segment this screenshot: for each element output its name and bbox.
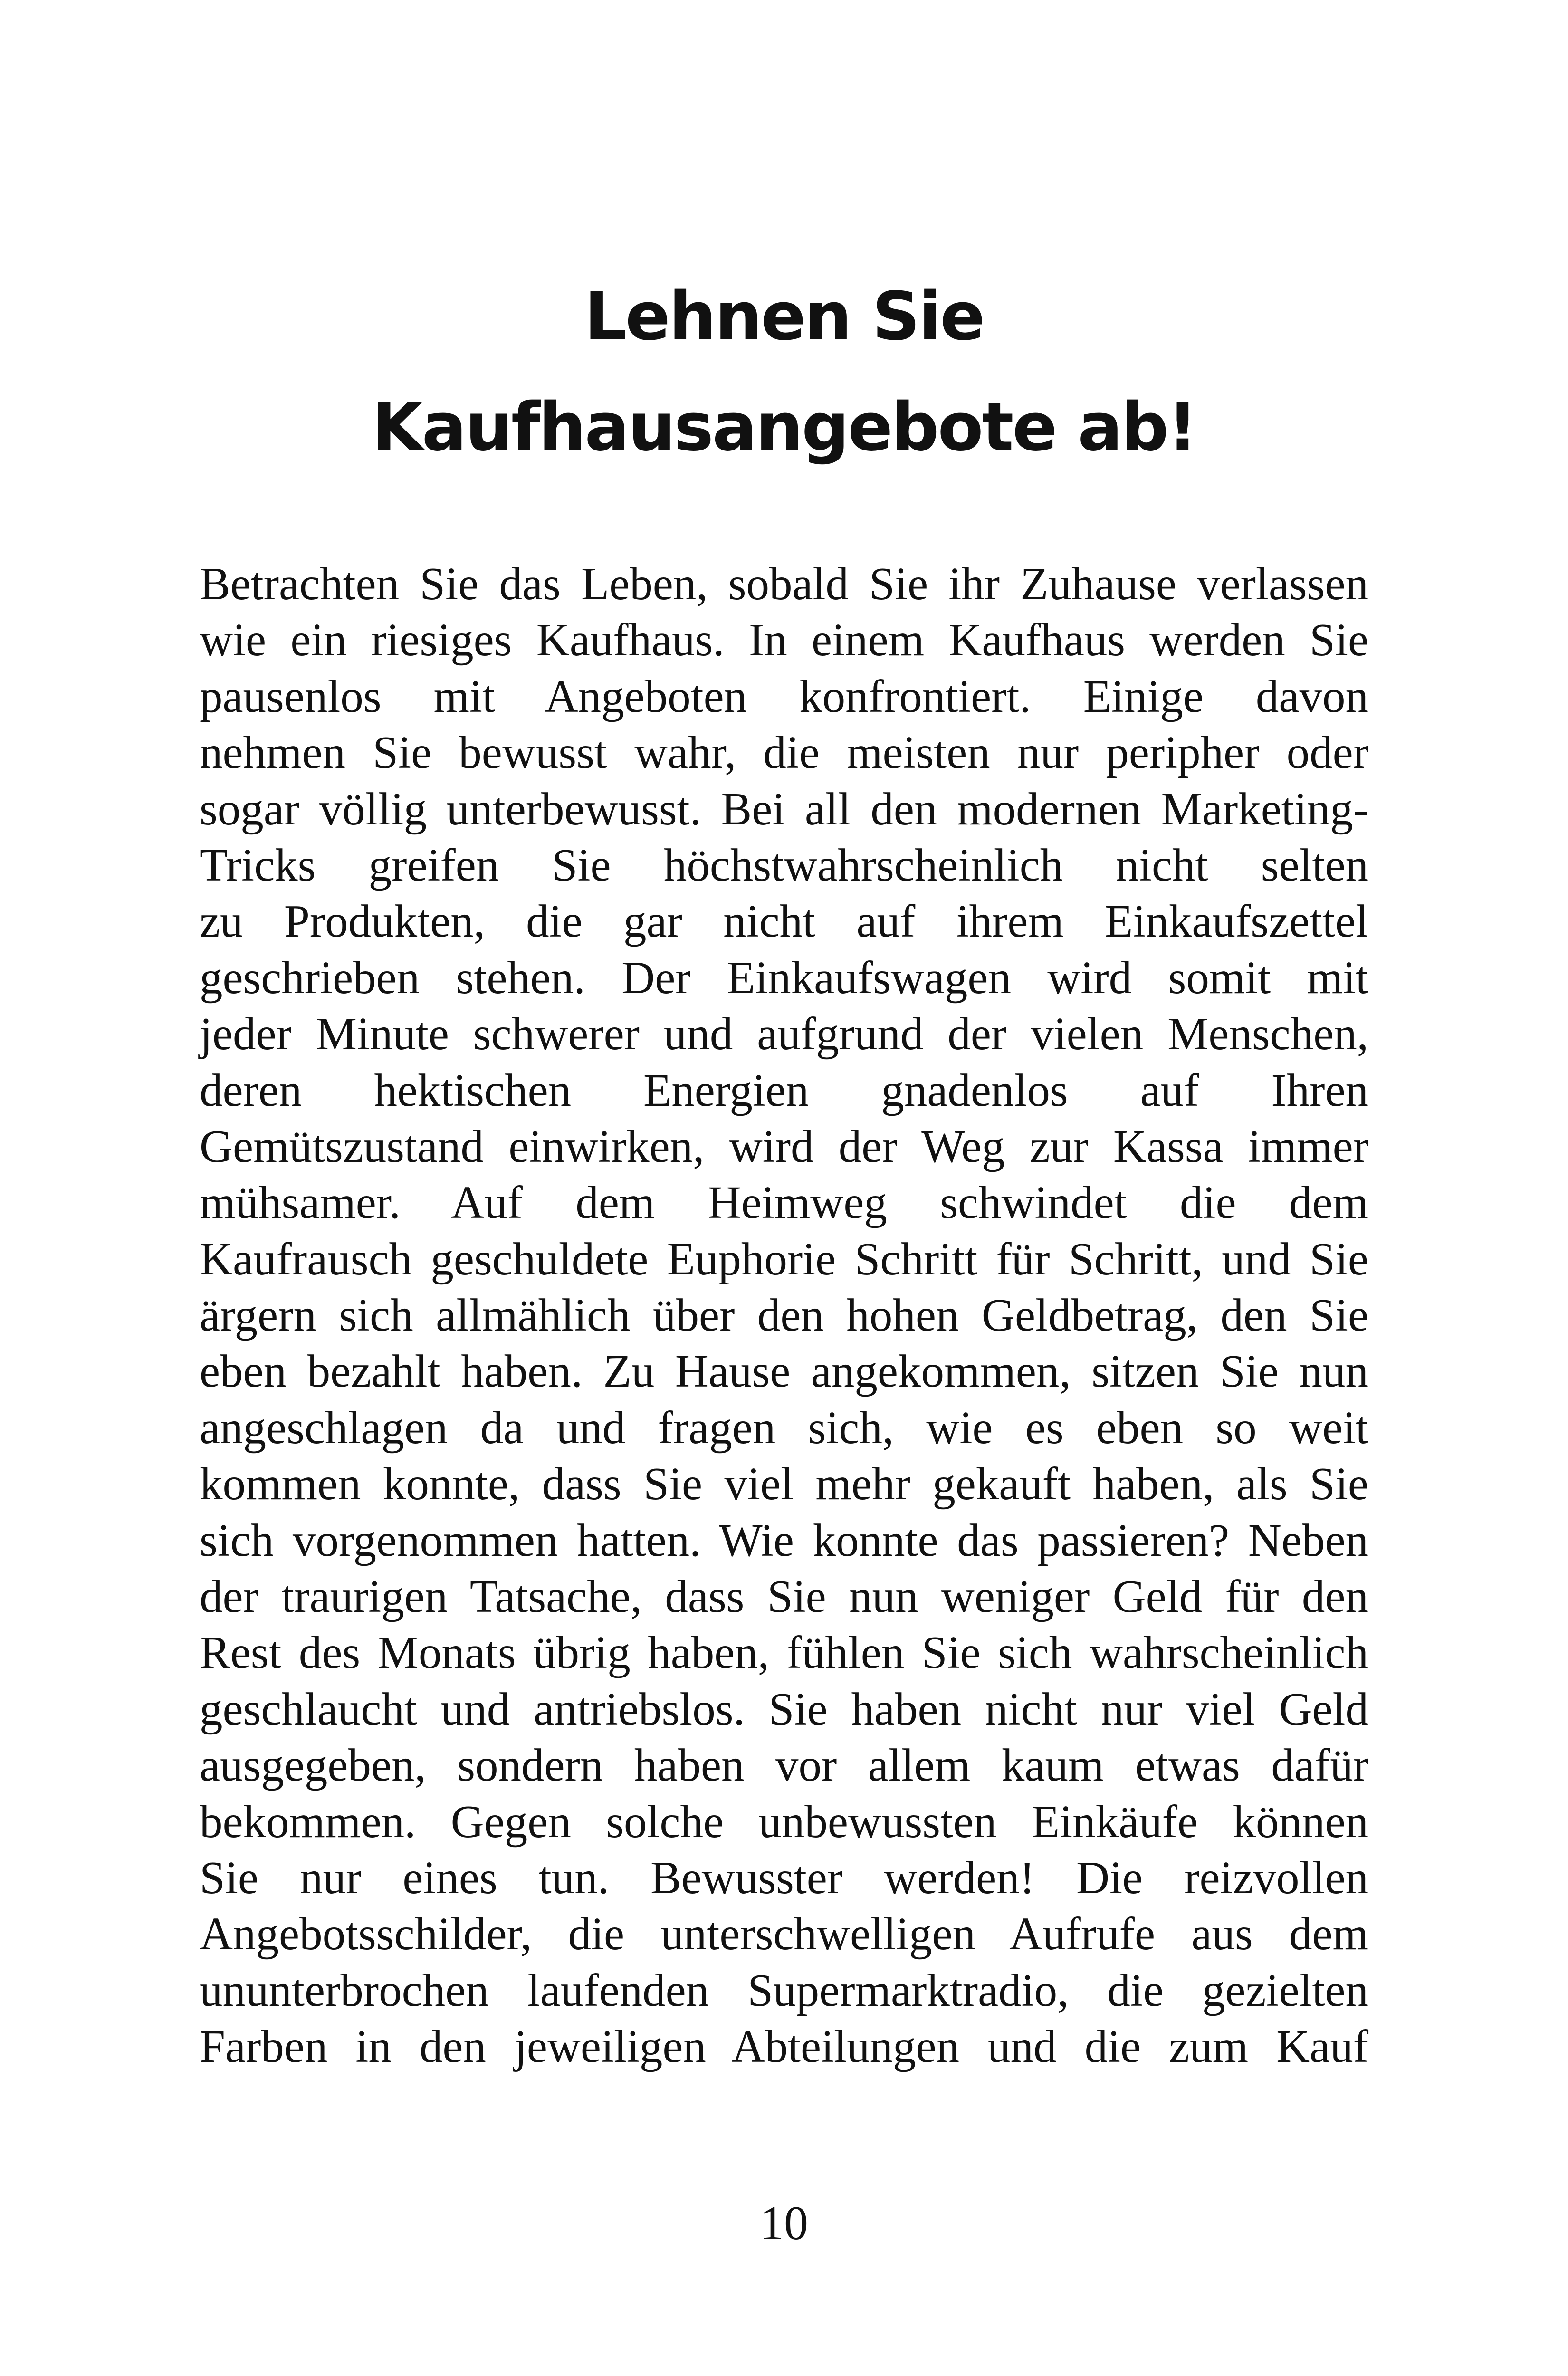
text-line: jeder Minute schwerer und aufgrund der vielen Menschen, — [200, 1008, 1368, 1060]
text-line: Betrachten Sie das Leben, sobald Sie ihr Zuhause verlassen — [200, 558, 1368, 609]
text-line: wie ein riesiges Kaufhaus. In einem Kaufhaus werden Sie — [200, 614, 1368, 666]
chapter-title-line-1: Lehnen Sie — [584, 278, 984, 355]
text-line: Rest des Monats übrig haben, fühlen Sie sich wahrscheinlich — [200, 1627, 1368, 1678]
chapter-title-line-2: Kaufhausangebote ab! — [372, 389, 1196, 466]
text-line: Gemütszustand einwirken, wird der Weg zur Kassa immer — [200, 1121, 1368, 1172]
text-line: Tricks greifen Sie höchstwahrscheinlich nicht selten — [200, 839, 1368, 891]
body-paragraph — [200, 556, 1368, 2075]
text-line: mühsamer. Auf dem Heimweg schwindet die dem — [200, 1177, 1368, 1228]
text-line: Angebotsschilder, die unterschwelligen Aufrufe aus dem — [200, 1908, 1368, 1960]
text-line: ausgegeben, sondern haben vor allem kaum etwas dafür — [200, 1740, 1368, 1791]
text-line: ärgern sich allmählich über den hohen Geldbetrag, den Sie — [200, 1290, 1368, 1341]
text-line: Farben in den jeweiligen Abteilungen und die zum Kauf — [200, 2021, 1368, 2072]
text-line: bekommen. Gegen solche unbewussten Einkäufe können — [200, 1796, 1368, 1847]
text-line: angeschlagen da und fragen sich, wie es eben so weit — [200, 1402, 1368, 1453]
text-line: kommen konnte, dass Sie viel mehr gekauft haben, als Sie — [200, 1458, 1368, 1510]
text-line: ununterbrochen laufenden Supermarktradio, die gezielten — [200, 1964, 1368, 2016]
text-line: der traurigen Tatsache, dass Sie nun weniger Geld für den — [200, 1571, 1368, 1622]
text-line: deren hektischen Energien gnadenlos auf Ihren — [200, 1064, 1368, 1116]
text-line: zu Produkten, die gar nicht auf ihrem Einkaufszettel — [200, 896, 1368, 947]
text-line: sich vorgenommen hatten. Wie konnte das passieren? Neben — [200, 1514, 1368, 1566]
page-number: 10 — [760, 2196, 808, 2250]
text-line: nehmen Sie bewusst wahr, die meisten nur peripher oder — [200, 727, 1368, 778]
text-line: eben bezahlt haben. Zu Hause angekommen, sitzen Sie nun — [200, 1346, 1368, 1397]
text-line: pausenlos mit Angeboten konfrontiert. Einige davon — [200, 671, 1368, 722]
text-line: geschrieben stehen. Der Einkaufswagen wird somit mit — [200, 952, 1368, 1003]
text-line: geschlaucht und antriebslos. Sie haben nicht nur viel Geld — [200, 1683, 1368, 1734]
text-line: sogar völlig unterbewusst. Bei all den modernen Marketing- — [200, 783, 1368, 834]
text-line: Kaufrausch geschuldete Euphorie Schritt für Schritt, und Sie — [200, 1233, 1368, 1284]
text-line: Sie nur eines tun. Bewusster werden! Die reizvollen — [200, 1852, 1368, 1903]
